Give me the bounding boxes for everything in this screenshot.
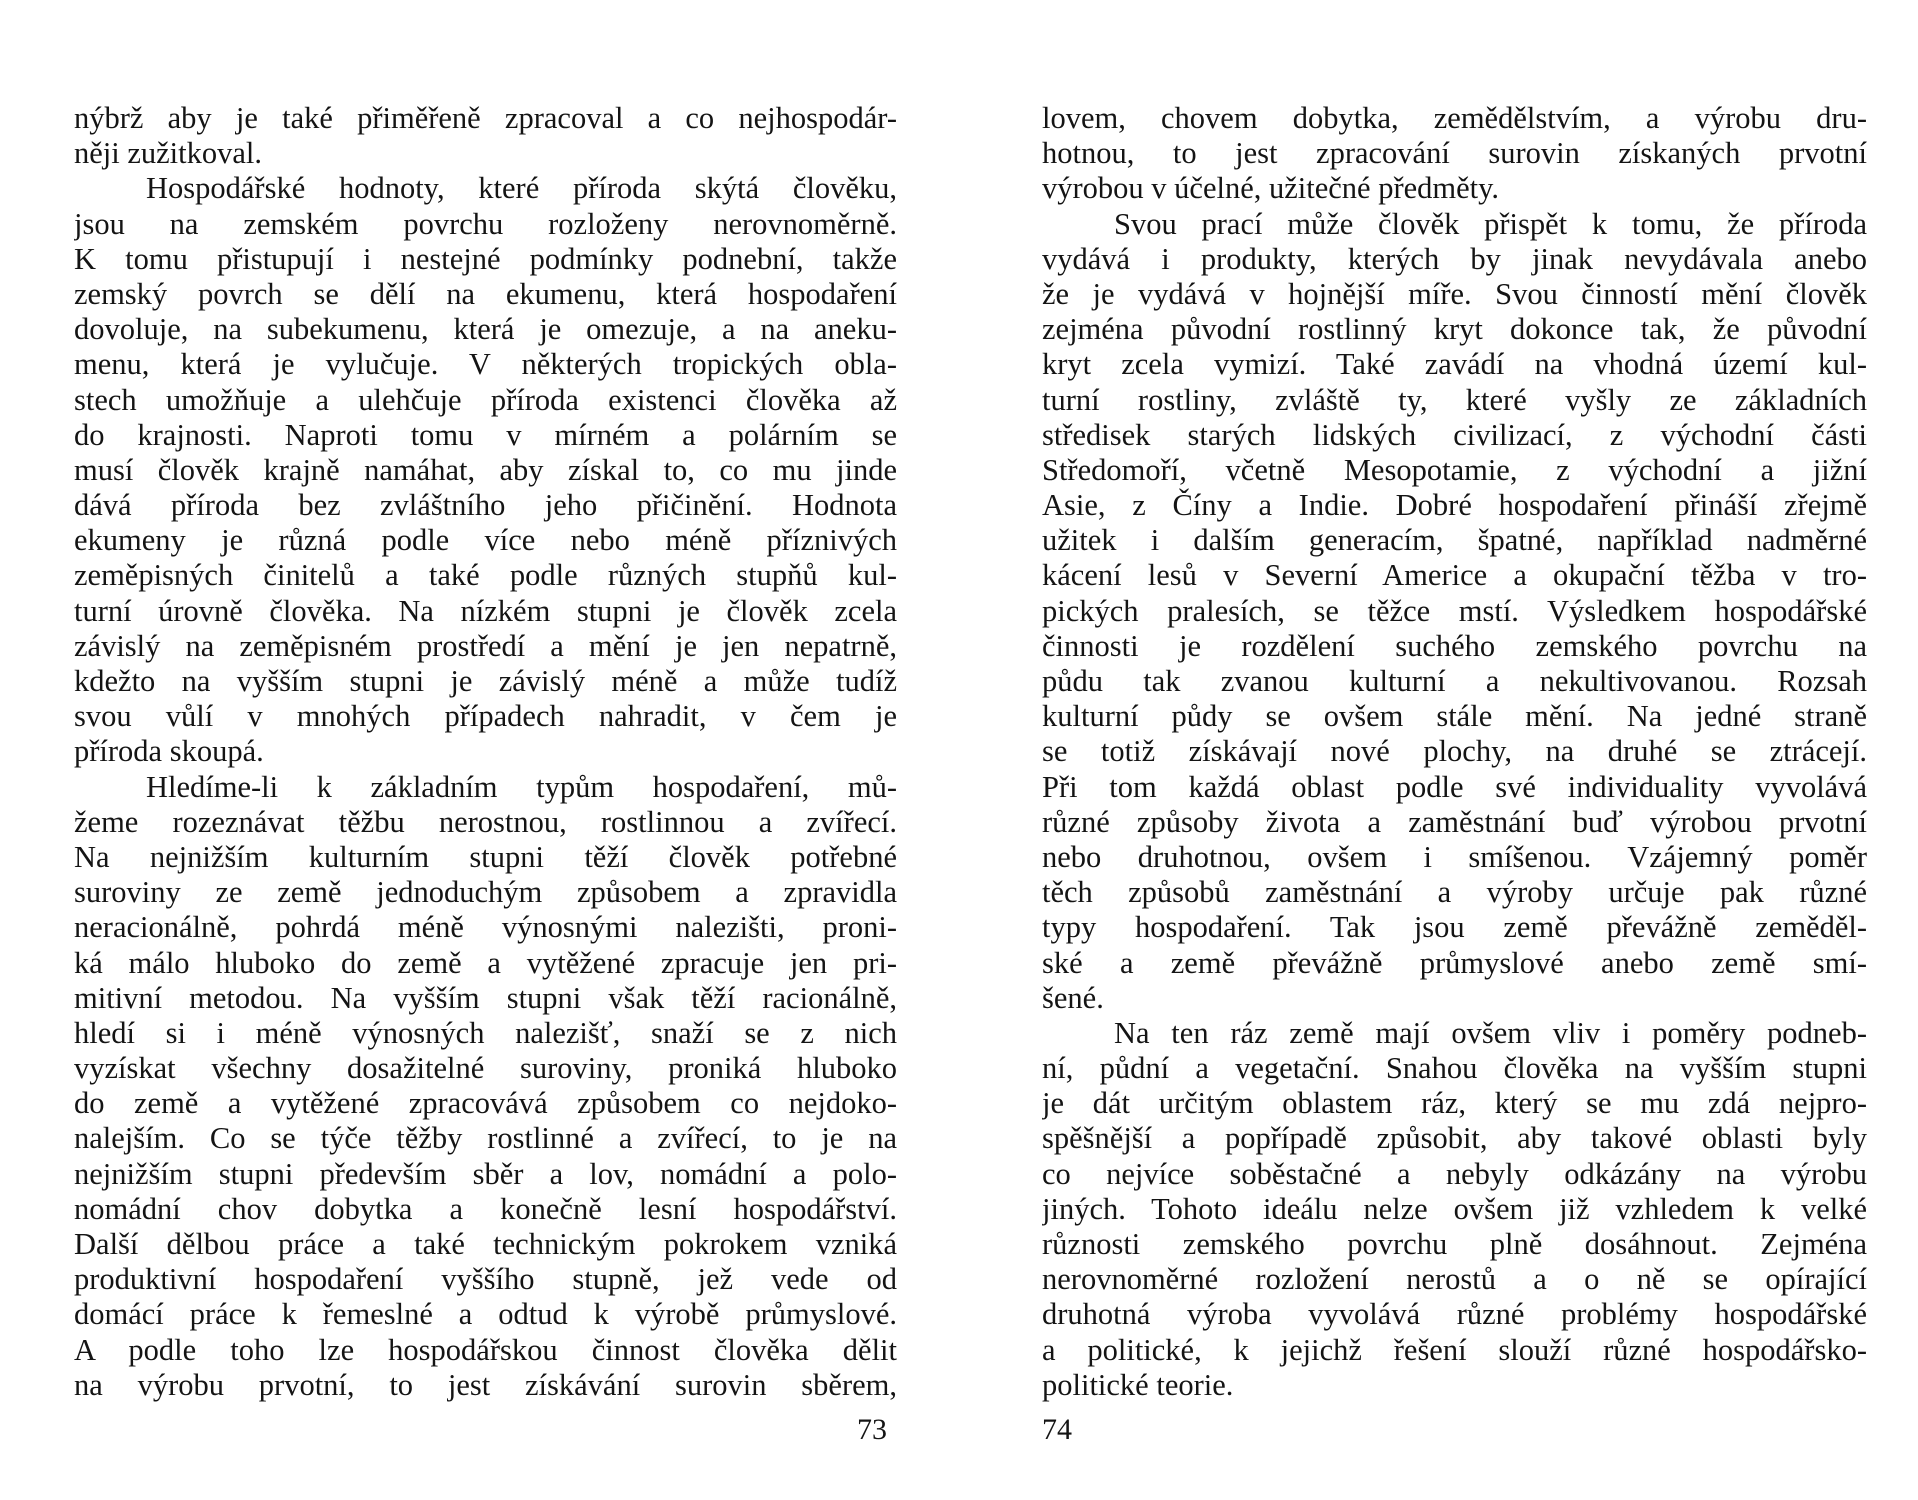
text-line: nalejším. Co se týče těžby rostlinné a zvířecí, to je na <box>74 1121 897 1156</box>
text-line: vyzískat všechny dosažitelné suroviny, proniká hluboko <box>74 1051 897 1086</box>
right-page-text <box>1042 101 1867 1403</box>
text-line: mitivní metodou. Na vyšším stupni však těží racionálně, <box>74 980 897 1015</box>
text-line: Při tom každá oblast podle své individuality vyvolává <box>1042 769 1867 804</box>
text-line: zejména původní rostlinný kryt dokonce tak, že původní <box>1042 312 1867 347</box>
text-line: různosti zemského povrchu plně dosáhnout. Zejména <box>1042 1227 1867 1261</box>
text-line: neracionálně, pohrdá méně výnosnými nalezišti, proni- <box>74 910 897 945</box>
text-line: těch způsobů zaměstnání a výroby určuje pak různé <box>1042 875 1867 910</box>
text-line: nebo druhotnou, ovšem i smíšenou. Vzájemný poměr <box>1042 839 1867 874</box>
text-line: je dát určitým oblastem ráz, který se mu zdá nejpro- <box>1042 1086 1867 1121</box>
text-line: dává příroda bez zvláštního jeho přičinění. Hodnota <box>74 488 897 523</box>
text-line: hotnou, to jest zpracování surovin získaných prvotní <box>1042 136 1867 171</box>
text-line: a politické, k jejichž řešení slouží různé hospodářsko- <box>1042 1332 1867 1367</box>
text-line: kdežto na vyšším stupni je závislý méně a může tudíž <box>74 664 897 698</box>
text-line: kryt zcela vymizí. Také zavádí na vhodná území kul- <box>1042 347 1867 382</box>
text-line: Na ten ráz země mají ovšem vliv i poměry podneb- <box>1114 1015 1867 1050</box>
text-line: činnosti je rozdělení suchého zemského povrchu na <box>1042 628 1867 663</box>
page-number-left: 73 <box>857 1413 887 1446</box>
text-line: ní, půdní a vegetační. Snahou člověka na vyšším stupni <box>1042 1051 1867 1086</box>
text-line: nejnižším stupni především sběr a lov, nomádní a polo- <box>74 1156 897 1191</box>
text-line: příroda skoupá. <box>74 734 264 769</box>
text-line: šené. <box>1042 980 1104 1015</box>
text-line: A podle toho lze hospodářskou činnost člověka dělit <box>74 1332 897 1367</box>
text-line: ká málo hluboko do země a vytěžené zpracuje jen pri- <box>74 945 897 980</box>
text-line: turní úrovně člověka. Na nízkém stupni je člověk zcela <box>74 593 897 628</box>
text-line: turní rostliny, zvláště ty, které vyšly ze základních <box>1042 382 1867 417</box>
text-line: se totiž získávají nové plochy, na druhé se ztrácejí. <box>1042 734 1867 769</box>
text-line: nomádní chov dobytka a konečně lesní hospodářství. <box>74 1191 897 1226</box>
text-line: dovoluje, na subekumenu, která je omezuje, a na aneku- <box>74 312 897 347</box>
text-line: Svou prací může člověk přispět k tomu, že příroda <box>1114 206 1867 241</box>
text-line: žeme rozeznávat těžbu nerostnou, rostlinnou a zvířecí. <box>74 804 897 839</box>
text-line: lovem, chovem dobytka, zemědělstvím, a výrobu dru- <box>1042 101 1867 135</box>
text-line: musí člověk krajně namáhat, aby získal to, co mu jinde <box>74 452 897 487</box>
text-line: do krajnosti. Naproti tomu v mírném a polárním se <box>74 417 897 452</box>
text-line: menu, která je vylučuje. V některých tropických obla- <box>74 347 897 382</box>
text-line: závislý na zeměpisném prostředí a mění je jen nepatrně, <box>74 628 897 663</box>
text-line: nerovnoměrné rozložení nerostů a o ně se opírající <box>1042 1262 1867 1297</box>
text-line: druhotná výroba vyvolává různé problémy hospodářské <box>1042 1297 1867 1332</box>
text-line: půdu tak zvanou kulturní a nekultivovanou. Rozsah <box>1042 664 1867 698</box>
text-line: Asie, z Číny a Indie. Dobré hospodaření přináší zřejmě <box>1042 488 1867 523</box>
text-line: něji zužitkoval. <box>74 136 263 171</box>
page-number-right: 74 <box>1042 1413 1072 1446</box>
text-line: kulturní půdy se ovšem stále mění. Na jedné straně <box>1042 699 1867 734</box>
left-page-text <box>74 101 897 1403</box>
text-line: stech umožňuje a ulehčuje příroda existenci člověka až <box>74 382 897 417</box>
text-line: užitek i dalším generacím, špatné, například nadměrné <box>1042 523 1867 558</box>
text-line: středisek starých lidských civilizací, z východní části <box>1042 417 1867 452</box>
text-line: na výrobu prvotní, to jest získávání surovin sběrem, <box>74 1367 897 1402</box>
text-line: Na nejnižším kulturním stupni těží člověk potřebné <box>74 839 897 874</box>
text-line: zeměpisných činitelů a také podle různých stupňů kul- <box>74 558 897 593</box>
text-line: zemský povrch se dělí na ekumenu, která hospodaření <box>74 276 897 311</box>
text-line: svou vůlí v mnohých případech nahradit, v čem je <box>74 699 897 734</box>
text-line: K tomu přistupují i nestejné podmínky podnební, takže <box>74 241 897 276</box>
text-line: Hledíme-li k základním typům hospodaření, mů- <box>146 769 897 804</box>
text-line: vydává i produkty, kterých by jinak nevydávala anebo <box>1042 241 1867 276</box>
text-line: do země a vytěžené zpracovává způsobem co nejdoko- <box>74 1086 897 1121</box>
text-line: hledí si i méně výnosných nalezišť, snaží se z nich <box>74 1015 897 1050</box>
text-line: ekumeny je různá podle více nebo méně příznivých <box>74 523 897 558</box>
text-line: produktivní hospodaření vyššího stupně, jež vede od <box>74 1262 897 1297</box>
text-line: Další dělbou práce a také technickým pokrokem vzniká <box>74 1227 897 1261</box>
text-line: nýbrž aby je také přiměřeně zpracoval a co nejhospodár- <box>74 101 897 135</box>
text-line: různé způsoby života a zaměstnání buď výrobou prvotní <box>1042 804 1867 839</box>
text-line: jiných. Tohoto ideálu nelze ovšem již vzhledem k velké <box>1042 1191 1867 1226</box>
text-line: Středomoří, včetně Mesopotamie, z východní a jižní <box>1042 452 1867 487</box>
text-line: domácí práce k řemeslné a odtud k výrobě průmyslové. <box>74 1297 897 1332</box>
text-line: výrobou v účelné, užitečné předměty. <box>1042 171 1500 206</box>
text-line: spěšnější a popřípadě způsobit, aby takové oblasti byly <box>1042 1121 1867 1156</box>
text-line: suroviny ze země jednoduchým způsobem a zpravidla <box>74 875 897 910</box>
text-line: pických pralesích, se těžce mstí. Výsledkem hospodářské <box>1042 593 1867 628</box>
text-line: co nejvíce soběstačné a nebyly odkázány na výrobu <box>1042 1156 1867 1191</box>
text-line: Hospodářské hodnoty, které příroda skýtá člověku, <box>146 171 897 206</box>
text-line: typy hospodaření. Tak jsou země převážně zeměděl- <box>1042 910 1867 945</box>
text-line: že je vydává v hojnější míře. Svou činností mění člověk <box>1042 276 1867 311</box>
right-page <box>959 0 1918 1500</box>
text-line: jsou na zemském povrchu rozloženy nerovnoměrně. <box>74 206 897 241</box>
text-line: politické teorie. <box>1042 1367 1234 1402</box>
text-line: ské a země převážně průmyslové anebo země smí- <box>1042 945 1867 980</box>
text-line: kácení lesů v Severní Americe a okupační těžba v tro- <box>1042 558 1867 593</box>
